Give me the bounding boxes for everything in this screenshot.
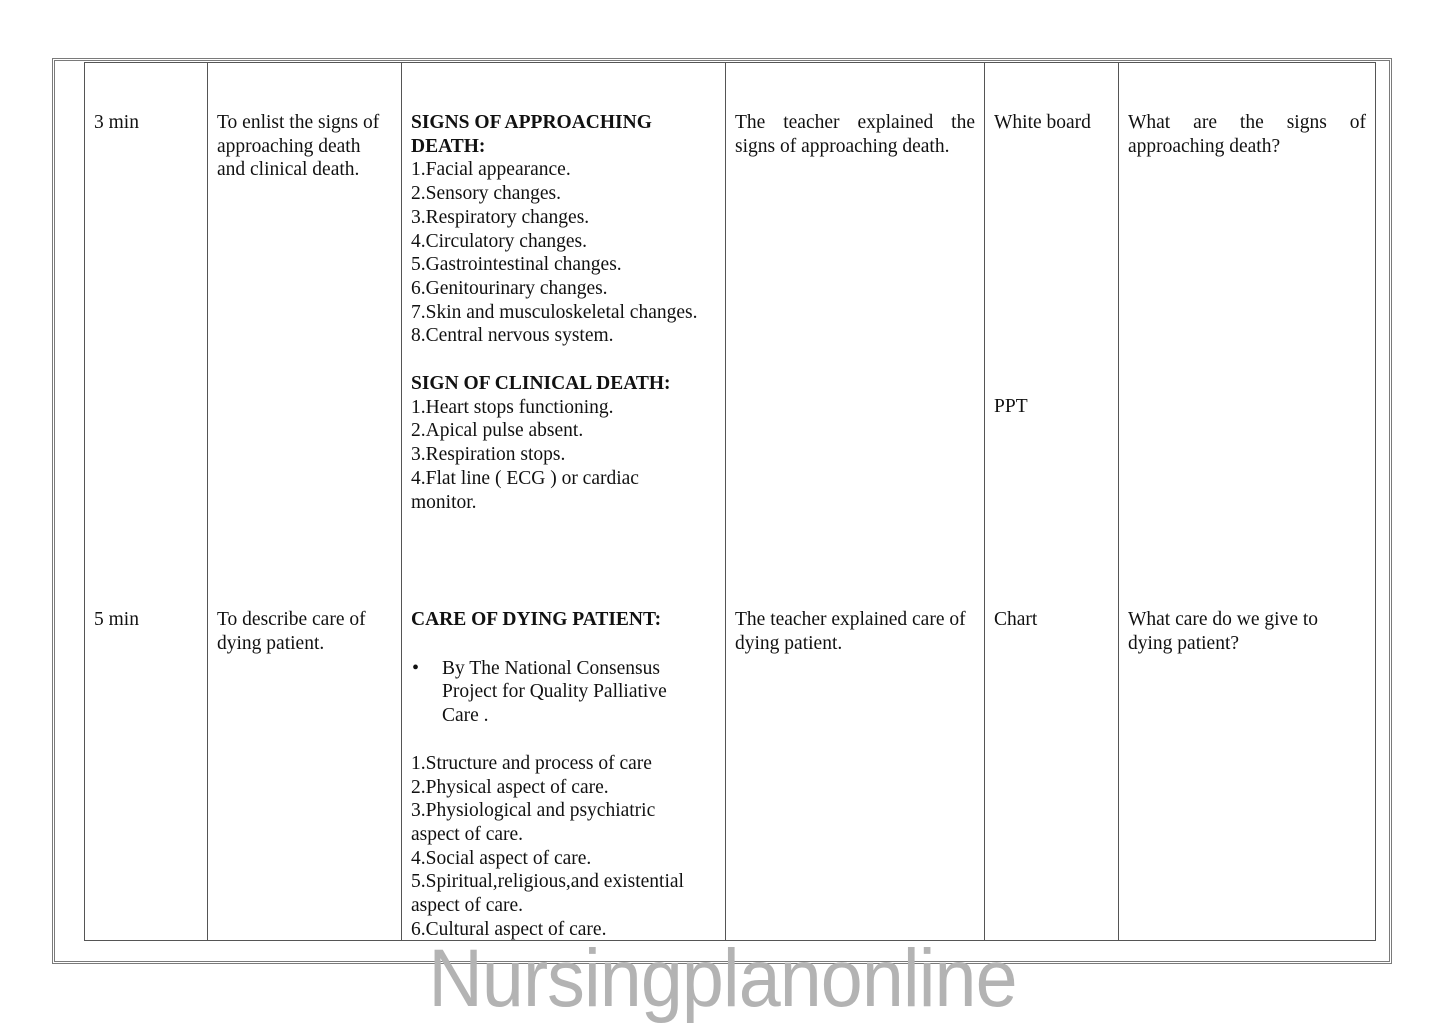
content-cell bbox=[402, 63, 726, 941]
list-item: 3.Physiological and psychiatric aspect of care. bbox=[411, 800, 656, 845]
list-item: 2.Sensory changes. bbox=[411, 183, 562, 205]
section-heading: SIGNS OF APPROACHING bbox=[411, 112, 652, 133]
approaching-death-section bbox=[411, 111, 716, 348]
objective-row-1: To enlist the signs of approaching death and clinical death. bbox=[217, 112, 380, 181]
list-item: 4.Circulatory changes. bbox=[411, 230, 587, 252]
section-heading-cont: DEATH: bbox=[411, 135, 486, 157]
teacher-activity-row-2: The teacher explained care of dying patient. bbox=[735, 609, 966, 654]
evaluation-row-1: What are the signs of approaching death? bbox=[1128, 112, 1366, 157]
list-item: 1.Heart stops functioning. bbox=[411, 396, 614, 418]
section-heading: SIGN OF CLINICAL DEATH: bbox=[411, 373, 671, 394]
objective-cell bbox=[208, 63, 402, 941]
list-item: 2.Apical pulse absent. bbox=[411, 420, 584, 442]
list-item: 5.Gastrointestinal changes. bbox=[411, 254, 622, 276]
time-cell bbox=[85, 63, 208, 941]
list-item: 1.Structure and process of care bbox=[411, 752, 652, 774]
teacher-activity-row-1: The teacher explained the signs of approaching death. bbox=[735, 112, 975, 157]
av-aid-chart: Chart bbox=[994, 609, 1038, 630]
bullet-list bbox=[411, 657, 691, 728]
lesson-plan-table bbox=[84, 62, 1376, 941]
list-item: 8.Central nervous system. bbox=[411, 325, 614, 347]
evaluation-row-2: What care do we give to dying patient? bbox=[1128, 609, 1319, 654]
list-item: 6.Genitourinary changes. bbox=[411, 277, 608, 299]
time-row-1: 3 min bbox=[94, 112, 139, 133]
list-item: 7.Skin and musculoskeletal changes. bbox=[411, 301, 698, 323]
list-item: 3.Respiratory changes. bbox=[411, 206, 590, 228]
list-item: 6.Cultural aspect of care. bbox=[411, 918, 607, 940]
list-item: 1.Facial appearance. bbox=[411, 159, 571, 181]
teacher-activity-cell bbox=[726, 63, 985, 941]
list-item: 4.Social aspect of care. bbox=[411, 847, 592, 869]
list-item: 2.Physical aspect of care. bbox=[411, 776, 609, 798]
bullet-item: • By The National Consensus Project for Quality Palliative Care . bbox=[411, 657, 691, 728]
list-item: 3.Respiration stops. bbox=[411, 444, 566, 466]
evaluation-cell bbox=[1119, 63, 1376, 941]
av-aids-cell bbox=[985, 63, 1119, 941]
care-of-dying-section bbox=[411, 608, 716, 941]
list-item: 4.Flat line ( ECG ) or cardiac monitor. bbox=[411, 467, 639, 513]
objective-row-2: To describe care of dying patient. bbox=[217, 609, 366, 654]
clinical-death-section bbox=[411, 372, 716, 514]
av-aid-ppt: PPT bbox=[994, 396, 1028, 417]
av-aid-whiteboard: White board bbox=[994, 112, 1091, 133]
time-row-2: 5 min bbox=[94, 609, 139, 630]
list-item: 5.Spiritual,religious,and existential aspect of care. bbox=[411, 871, 684, 917]
table-row bbox=[85, 63, 1376, 941]
watermark: Nursingplanonline bbox=[428, 933, 1017, 1024]
section-heading: CARE OF DYING PATIENT: bbox=[411, 609, 662, 630]
